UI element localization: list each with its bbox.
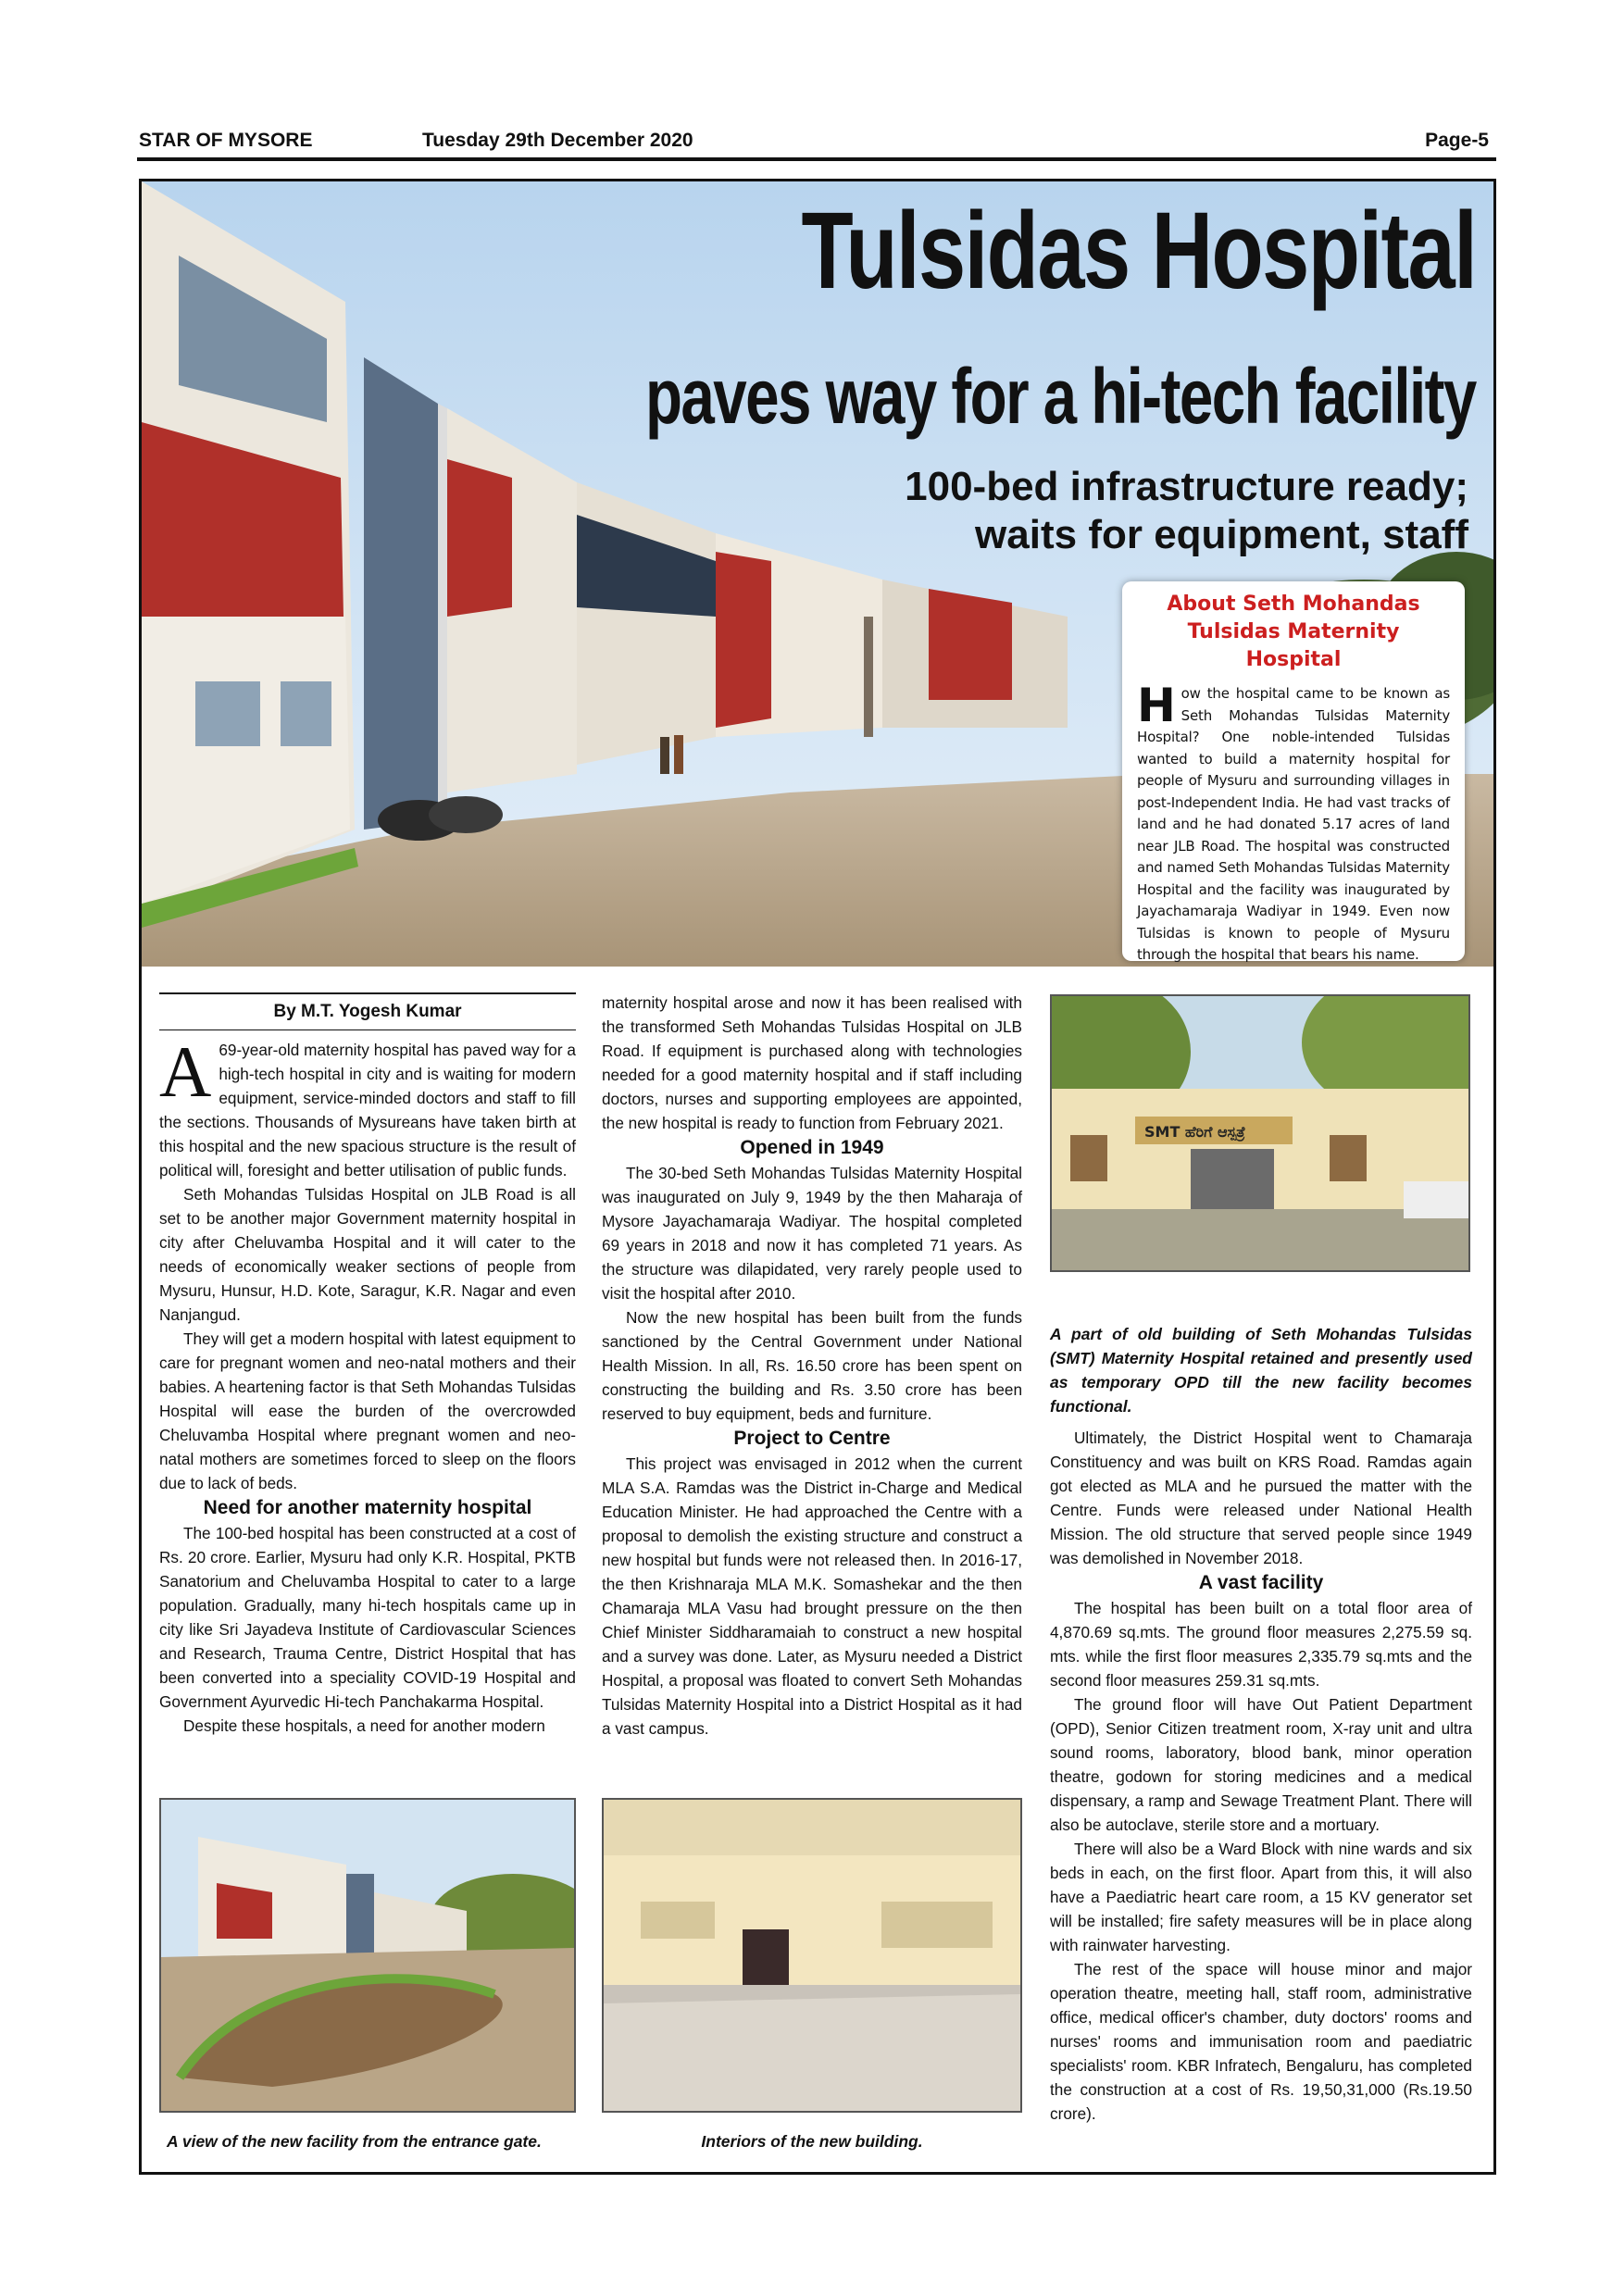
- old-building-photo: [1050, 994, 1470, 1272]
- column-1: [159, 992, 576, 1738]
- about-title-line-1: About Seth Mohandas: [1167, 593, 1420, 616]
- about-body: [1137, 679, 1450, 967]
- paragraph: Ultimately, the District Hospital went to Chamaraja Constituency and was built on KRS Road. Ramdas again got elected as MLA and he pursued the matter with the Centre. Funds were released under National Health Mission. The old structure that served people since 1949 was demolished in November 2018.: [1050, 1429, 1472, 1567]
- paragraph: The 30-bed Seth Mohandas Tulsidas Maternity Hospital was inaugurated on July 9, 1949 by the then Maharaja of Mysore Jayachamaraja Wadiyar. The hospital completed 69 years in 2018 and now it has completed 71 years. As the structure was dilapidated, very rarely people used to visit the hospital after 2010.: [602, 1164, 1022, 1303]
- masthead-page: Page-5: [1425, 130, 1489, 151]
- paragraph: This project was envisaged in 2012 when the current MLA S.A. Ramdas was the District in-Charge and Medical Education Minister. He had approached the Centre with a proposal to demolish the existing structure and construct a new hospital but funds were not released then. In 2016-17, the then Krishnaraja MLA M.K. Somashekar and the then Chamaraja MLA Vasu had brought pressure on the then Chief Minister Siddharamaiah to construct a new hospital and a survey was done. Later, as Mysuru needed a District Hospital, a proposal was floated to convert Seth Mohandas Tulsidas Maternity Hospital into a District Hospital as it had a vast campus.: [602, 1454, 1022, 1738]
- about-box: [1122, 581, 1465, 961]
- headline-subtitle: paves way for a hi-tech facility: [645, 353, 1476, 440]
- headline-deck: [765, 463, 1468, 559]
- headline-title: Tulsidas Hospital: [801, 190, 1476, 312]
- masthead-paper: STAR OF MYSORE: [139, 130, 313, 151]
- lead-paragraph: A 69-year-old maternity hospital has paved way for a high-tech hospital in city and is waiting for modern equipment, service-minded doctors and staff to fill the sections. Thousands of Mysureans have taken birth at this hospital and the new spacious structure is the result of political will, foresight and better utilisation of public funds.: [159, 1031, 576, 1179]
- masthead-rule: [137, 157, 1496, 161]
- subhead-project: Project to Centre: [733, 1428, 891, 1449]
- paragraph: The rest of the space will house minor and major operation theatre, meeting hall, staff room, administrative office, medical officer's chamber, duty doctors' rooms and nurses' rooms and immunisation room and paediatric specialists' room. KBR Infratech, Bengaluru, has completed the construction at a cost of Rs. 19,50,31,000 (Rs.19.50 crore).: [1050, 1960, 1472, 2123]
- paragraph: The hospital has been built on a total floor area of 4,870.69 sq.mts. The ground floor measures 2,275.59 sq. mts. while the first floor measures 2,335.79 sq.mts and the second floor measures 259.31 sq.mts.: [1050, 1599, 1472, 1690]
- about-title-line-2: Tulsidas Maternity Hospital: [1187, 620, 1400, 671]
- entrance-photo: [159, 1798, 576, 2113]
- column-3: [1050, 1426, 1472, 2126]
- about-text: ow the hospital came to be known as Seth Mohandas Tulsidas Maternity Hospital? One noble-intended Tulsidas wanted to build a maternity hospital for people of Mysuru and surrounding villages in post-Independent India. He had vast tracks of land and he had donated 5.17 acres of land near JLB Road. The hospital was constructed and named Seth Mohandas Tulsidas Maternity Hospital and the facility was inaugurated by Jayachamaraja Wadiyar in 1949. Even now Tulsidas is known to people of Mysuru through the hospital that bears his name.: [1137, 685, 1450, 963]
- masthead-date: Tuesday 29th December 2020: [422, 130, 693, 151]
- paragraph: Now the new hospital has been built from the funds sanctioned by the Central Government under National Health Mission. In all, Rs. 16.50 crore has been spent on constructing the building and Rs. 3.50 crore has been reserved to buy equipment, beds and furniture.: [602, 1308, 1022, 1423]
- interiors-photo: [602, 1798, 1022, 2113]
- old-building-caption: A part of old building of Seth Mohandas Tulsidas (SMT) Maternity Hospital retained and presently used as temporary OPD till the new facility becomes functional.: [1050, 1325, 1472, 1416]
- paragraph: The ground floor will have Out Patient Department (OPD), Senior Citizen treatment room, X-ray unit and ultra sound rooms, laboratory, blood bank, minor operation theatre, godown for storing medicines and a medical dispensary, a ramp and Sewage Treatment Plant. There will also be autoclave, sterile store and a mortuary.: [1050, 1695, 1472, 1834]
- entrance-caption: A view of the new facility from the entrance gate.: [167, 2132, 542, 2151]
- deck-line-1: 100-bed infrastructure ready;: [905, 464, 1468, 509]
- paragraph: The 100-bed hospital has been constructed at a cost of Rs. 20 crore. Earlier, Mysuru had only K.R. Hospital, PKTB Sanatorium and Cheluvamba Hospital to cater to a large population. Gradually, many hi-tech hospitals came up in city like Sri Jayadeva Institute of Cardiovascular Sciences and Research, Trauma Centre, District Hospital that has been converted into a speciality COVID-19 Hospital and Government Ayurvedic Hi-tech Panchakarma Hospital.: [159, 1524, 576, 1711]
- paragraph: maternity hospital arose and now it has been realised with the transformed Seth Mohandas Tulsidas Hospital on JLB Road. If equipment is purchased along with technologies needed for a good maternity hospital and if staff including doctors, nurses and supporting employees are appointed, the new hospital is ready to function from February 2021.: [602, 993, 1022, 1132]
- subhead-opened: Opened in 1949: [740, 1137, 884, 1158]
- byline: By M.T. Yogesh Kumar: [159, 992, 576, 1030]
- interiors-caption: Interiors of the new building.: [701, 2132, 923, 2151]
- column-2: [602, 991, 1022, 1741]
- old-building-sign: SMT ಹೆರಿಗೆ ಆಸ್ಪತ್ರೆ: [1144, 1123, 1246, 1141]
- paragraph: Despite these hospitals, a need for another modern: [183, 1716, 545, 1735]
- lead-drop-cap: A: [159, 1031, 212, 1112]
- paragraph: Seth Mohandas Tulsidas Hospital on JLB Road is all set to be another major Government maternity hospital in city after Cheluvamba Hospital and it will cater to the needs of economically weaker sections of people from Mysuru, Hunsur, H.D. Kote, Saragur, K.R. Nagar and even Nanjangud.: [159, 1185, 576, 1324]
- paragraph: They will get a modern hospital with latest equipment to care for pregnant women and neo-natal mothers and their babies. A heartening factor is that Seth Mohandas Tulsidas Hospital will ease the burden of the overcrowded Cheluvamba Hospital where pregnant women and neo-natal mothers are sometimes forced to sleep on the floors due to lack of beds.: [159, 1329, 576, 1492]
- deck-line-2: waits for equipment, staff: [975, 512, 1468, 557]
- about-drop-cap: H: [1137, 679, 1176, 732]
- subhead-vast: A vast facility: [1198, 1572, 1324, 1593]
- subhead-need: Need for another maternity hospital: [203, 1497, 532, 1518]
- paragraph: There will also be a Ward Block with nine wards and six beds in each, on the first floor. Apart from this, it will also have a Paediatric heart care room, a 15 KV generator set will be installed; fire safety measures will be in place along with rainwater harvesting.: [1050, 1840, 1472, 1954]
